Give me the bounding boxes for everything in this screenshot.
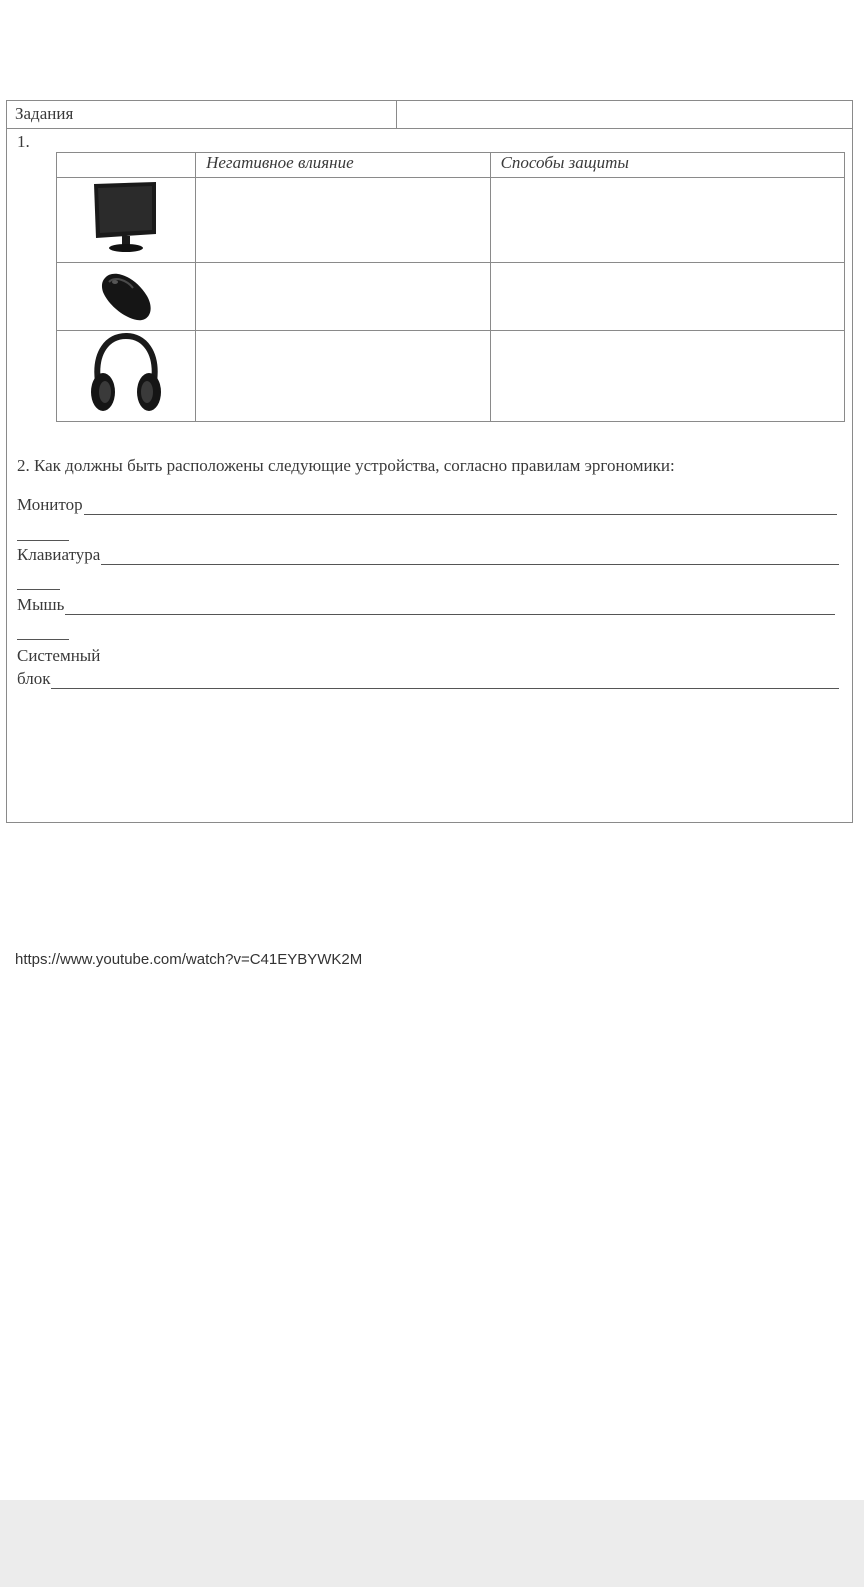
device-cell [57, 331, 196, 422]
header-left-cell [7, 101, 397, 128]
answer-line-mouse[interactable] [17, 595, 835, 615]
task-sheet [6, 100, 853, 823]
answer-label-mouse: Мышь [17, 595, 65, 614]
video-link[interactable]: https://www.youtube.com/watch?v=C41EYBYWK2M [15, 951, 363, 968]
negative-impact-cell[interactable] [196, 331, 490, 422]
device-cell [57, 263, 196, 331]
header-cell-negative-impact: Негативное влияние [196, 153, 490, 178]
answer-blank[interactable] [51, 670, 839, 689]
negative-impact-cell[interactable] [196, 178, 490, 263]
table-row [57, 178, 845, 263]
header-cell-device [57, 153, 196, 178]
protection-cell[interactable] [490, 331, 844, 422]
headphones-icon [88, 332, 164, 416]
answer-blank-continuation[interactable] [17, 638, 69, 640]
header-cell-protection: Способы защиты [490, 153, 844, 178]
sheet-header [7, 101, 852, 129]
answer-line-system-unit[interactable] [17, 669, 839, 689]
answer-blank[interactable] [101, 546, 839, 565]
answer-label-system-unit-2: блок [17, 669, 51, 688]
table-row [57, 263, 845, 331]
monitor-icon [90, 180, 162, 256]
bottom-bar [0, 1500, 864, 1587]
answer-label-system-unit: Системный [17, 646, 101, 665]
answer-line-keyboard[interactable] [17, 545, 839, 565]
negative-impact-cell[interactable] [196, 263, 490, 331]
devices-table [56, 152, 845, 422]
answer-blank-continuation[interactable] [17, 539, 69, 541]
device-cell [57, 178, 196, 263]
answer-blank-continuation[interactable] [17, 588, 60, 590]
answer-blank[interactable] [84, 496, 837, 515]
table-header-row [57, 153, 845, 178]
protection-cell[interactable] [490, 263, 844, 331]
answer-blank[interactable] [65, 596, 835, 615]
task-1-number: 1. [17, 132, 30, 151]
answer-label-keyboard: Клавиатура [17, 545, 101, 564]
protection-cell[interactable] [490, 178, 844, 263]
answer-line-monitor[interactable] [17, 495, 837, 515]
table-row [57, 331, 845, 422]
mouse-icon [91, 264, 161, 324]
sheet-title: Задания [15, 104, 74, 123]
task-2-question: 2. Как должны быть расположены следующие устройства, согласно правилам эргономики: [17, 456, 675, 475]
answer-label-monitor: Монитор [17, 495, 83, 514]
